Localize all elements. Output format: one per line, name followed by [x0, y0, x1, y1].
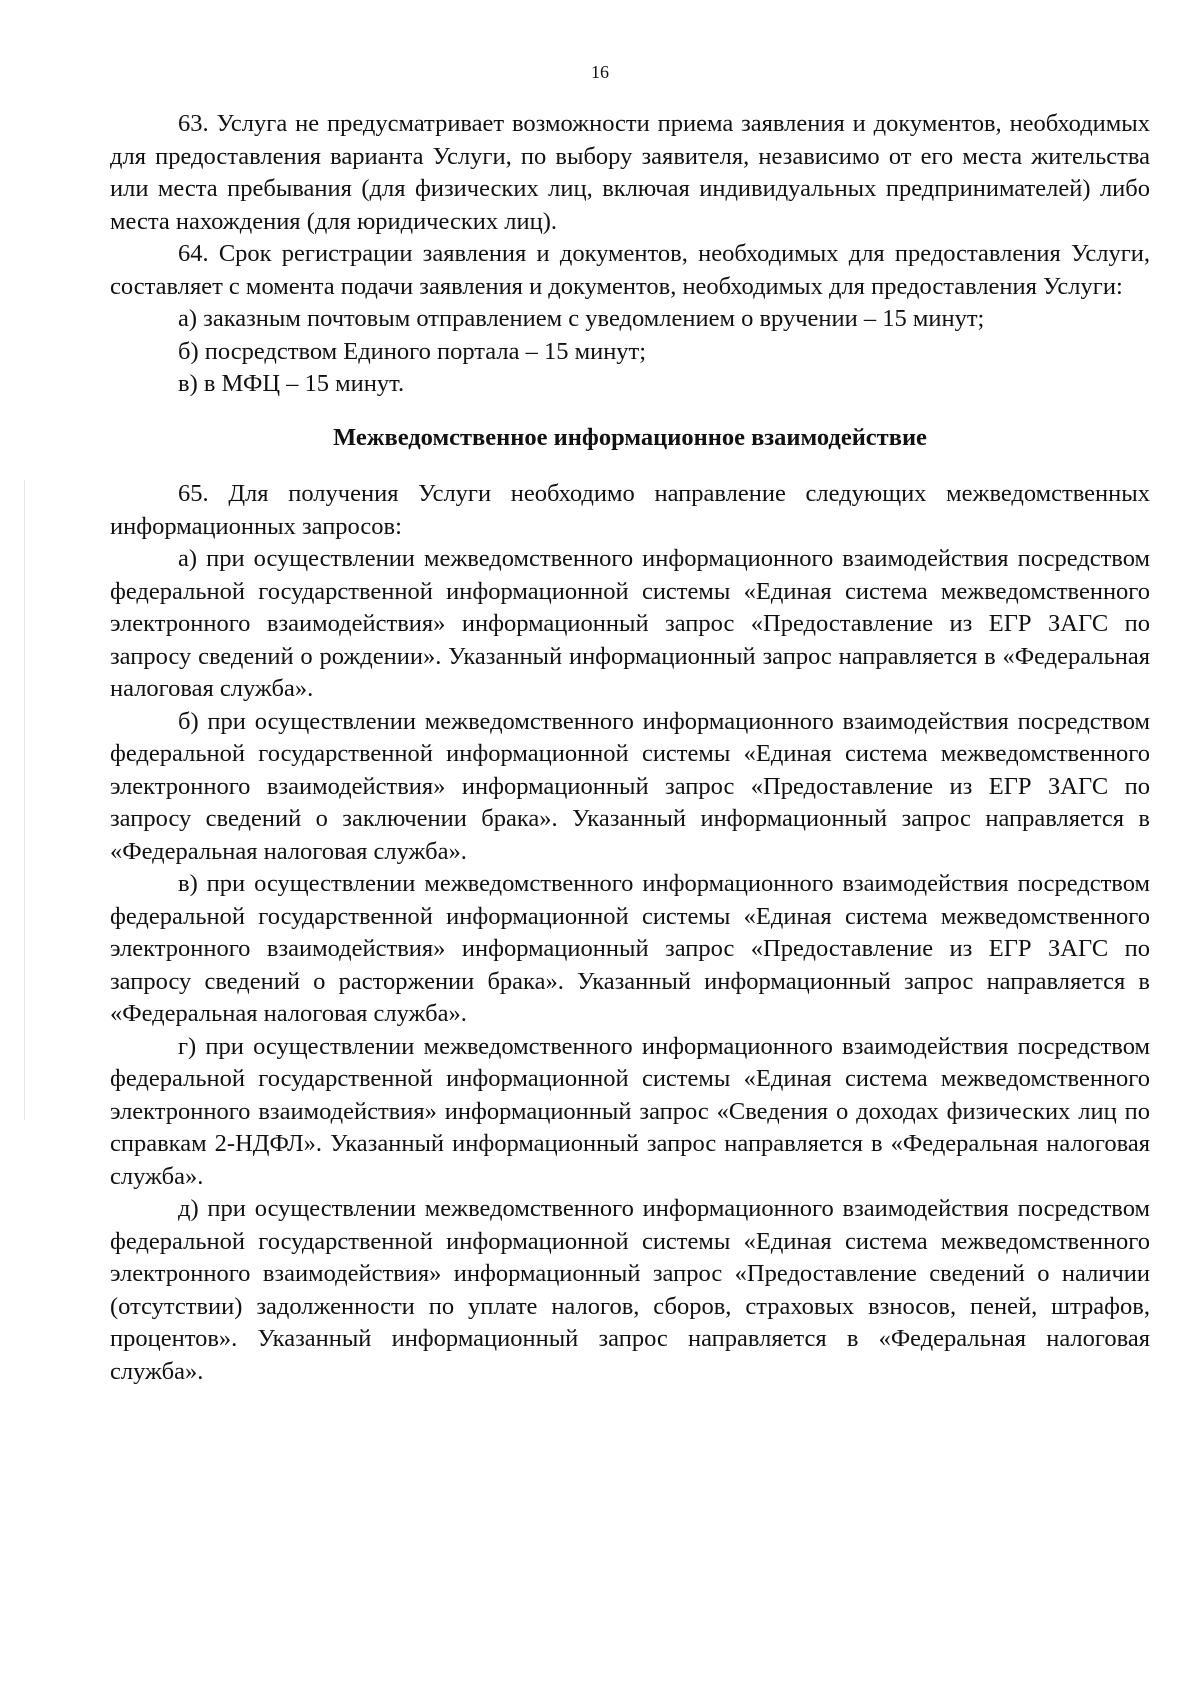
- paragraph-65-item-a: а) при осуществлении межведомственного информационного взаимодействия посредством федеральной государственной информационной системы «Единая система межведомственного электронного взаимодействия» информационный запрос «Предоставление из ЕГР ЗАГС по запросу сведений о рождении». Указанный информационный запрос направляется в «Федеральная налоговая служба».: [110, 545, 1150, 702]
- paragraph-63: 63. Услуга не предусматривает возможности приема заявления и документов, необходимых для предоставления варианта Услуги, по выбору заявителя, независимо от его места жительства или места пребывания (для физических лиц, включая индивидуальных предпринимателей) либо места нахождения (для юридических лиц).: [110, 110, 1150, 235]
- paragraph-64-item-v: в) в МФЦ – 15 минут.: [178, 370, 405, 397]
- page-number: 16: [591, 62, 609, 82]
- paragraph-64-item-a: а) заказным почтовым отправлением с уведомлением о вручении – 15 минут;: [178, 305, 985, 332]
- paragraph-65-item-b: б) при осуществлении межведомственного информационного взаимодействия посредством федеральной государственной информационной системы «Единая система межведомственного электронного взаимодействия» информационный запрос «Предоставление из ЕГР ЗАГС по запросу сведений о заключении брака». Указанный информационный запрос направляется в «Федеральная налоговая служба».: [110, 707, 1150, 865]
- paragraph-65-item-g: г) при осуществлении межведомственного информационного взаимодействия посредством федеральной государственной информационной системы «Единая система межведомственного электронного взаимодействия» информационный запрос «Сведения о доходах физических лиц по справкам 2-НДФЛ». Указанный информационный запрос направляется в «Федеральная налоговая служба».: [110, 1032, 1150, 1190]
- paragraph-65-item-d: д) при осуществлении межведомственного информационного взаимодействия посредством федеральной государственной информационной системы «Единая система межведомственного электронного взаимодействия» информационный запрос «Предоставление сведений о наличии (отсутствии) задолженности по уплате налогов, сборов, страховых взносов, пеней, штрафов, процентов». Указанный информационный запрос направляется в «Федеральная налоговая служба».: [110, 1195, 1150, 1385]
- paragraph-64-item-b: б) посредством Единого портала – 15 минут;: [178, 337, 647, 365]
- paragraph-64: 64. Срок регистрации заявления и документов, необходимых для предоставления Услуги, составляет с момента подачи заявления и документов, необходимых для предоставления Услуги:: [110, 240, 1150, 300]
- paragraph-65-item-v: в) при осуществлении межведомственного информационного взаимодействия посредством федеральной государственной информационной системы «Единая система межведомственного электронного взаимодействия» информационный запрос «Предоставление из ЕГР ЗАГС по запросу сведений о расторжении брака». Указанный информационный запрос направляется в «Федеральная налоговая служба».: [110, 870, 1150, 1027]
- section-heading: Межведомственное информационное взаимодействие: [333, 423, 927, 451]
- scan-artifact-line: [24, 480, 25, 1120]
- document-body: [110, 108, 1150, 1388]
- paragraph-65: 65. Для получения Услуги необходимо направление следующих межведомственных информационных запросов:: [110, 480, 1150, 540]
